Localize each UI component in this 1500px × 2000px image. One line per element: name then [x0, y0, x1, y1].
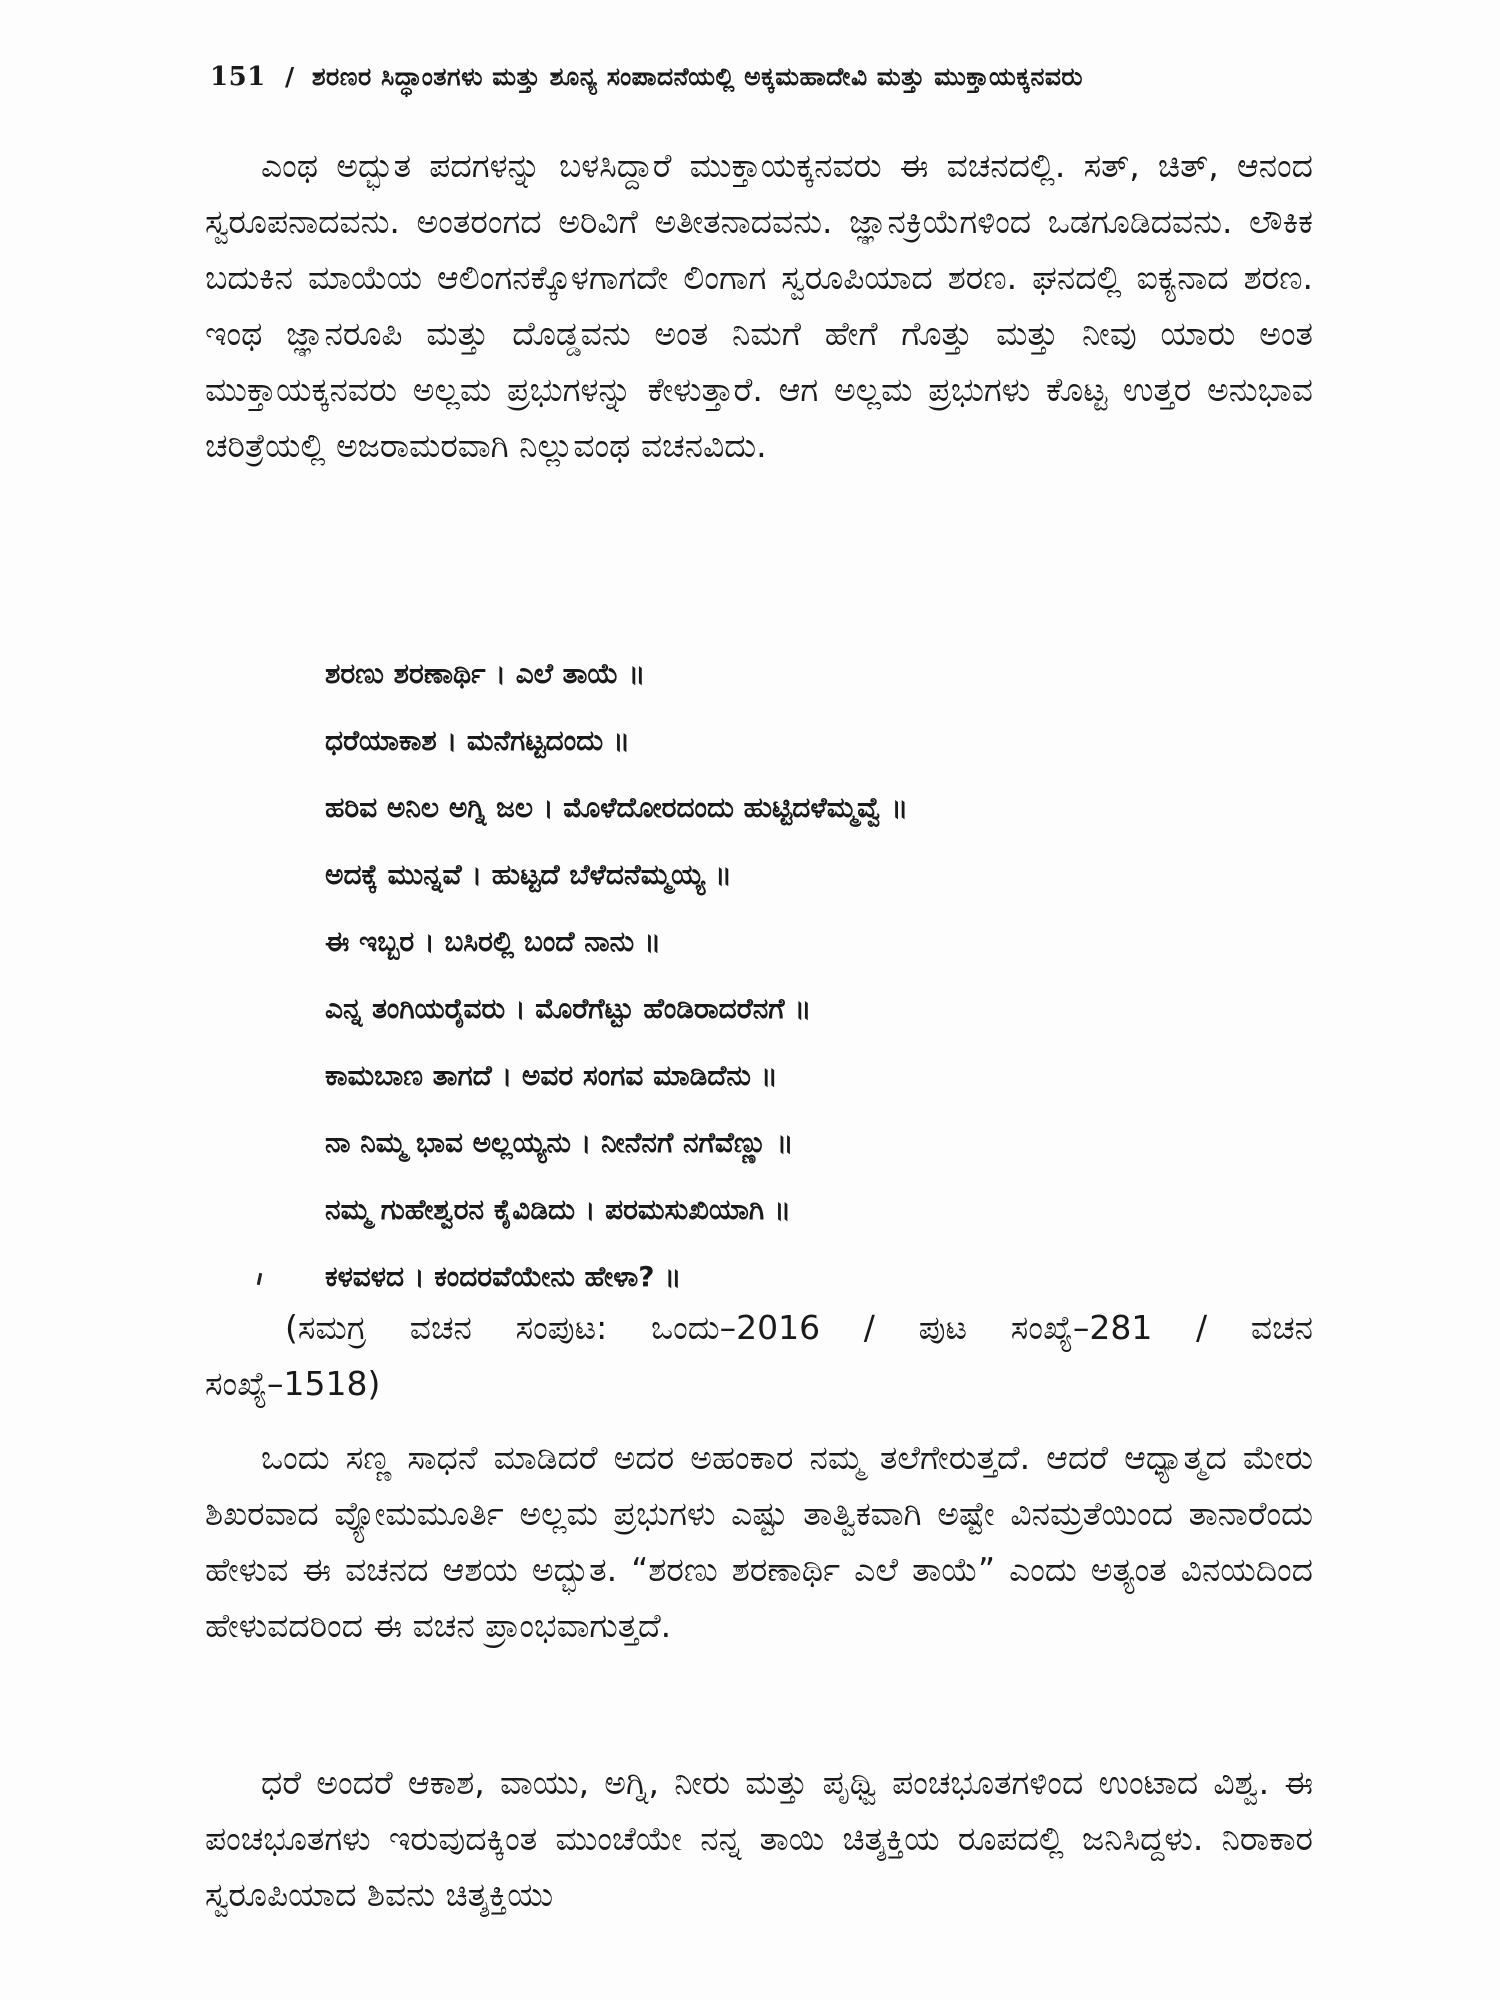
verse-line: ನಮ್ಮ ಗುಹೇಶ್ವರನ ಕೈವಿಡಿದು । ಪರಮಸುಖಿಯಾಗಿ ॥	[325, 1193, 791, 1226]
verse-line: ಧರೆಯಾಕಾಶ । ಮನೆಗಟ್ಟದಂದು ॥	[325, 724, 630, 757]
verse-line: ಕಾಮಬಾಣ ತಾಗದೆ । ಅವರ ಸಂಗವ ಮಾಡಿದೆನು ॥	[325, 1059, 778, 1092]
stray-mark	[257, 1273, 262, 1285]
verse-line: ಈ ಇಬ್ಬರ । ಬಸಿರಲ್ಲಿ ಬಂದೆ ನಾನು ॥	[325, 925, 661, 958]
verse-line: ಕಳವಳದ । ಕಂದರವೆಯೇನು ಹೇಳಾ? ॥	[325, 1260, 682, 1293]
vachana-verses	[325, 640, 1225, 1310]
verse-line: ಹರಿವ ಅನಿಲ ಅಗ್ನಿ ಜಲ । ಮೊಳೆದೋರದಂದು ಹುಟ್ಟಿದಳೆಮ್ಮವ್ವೆ ॥	[325, 791, 909, 824]
page-header	[210, 62, 1330, 92]
citation-line-2: ಸಂಖ್ಯೆ–1518)	[205, 1364, 381, 1403]
verse-line: ಶರಣು ಶರಣಾರ್ಥಿ । ಎಲೆ ತಾಯೆ ॥	[325, 657, 646, 690]
verse-line: ಎನ್ನ ತಂಗಿಯರೈವರು । ಮೊರೆಗೆಟ್ಟು ಹೆಂಡಿರಾದರೆನಗೆ ॥	[325, 992, 812, 1025]
verse-line: ನಾ ನಿಮ್ಮ ಭಾವ ಅಲ್ಲಯ್ಯನು । ನೀನೆನಗೆ ನಗೆವೆಣ್ಣು ॥	[325, 1126, 794, 1159]
header-separator: /	[285, 62, 295, 91]
paragraph-intro: ಎಂಥ ಅದ್ಭುತ ಪದಗಳನ್ನು ಬಳಸಿದ್ದಾರೆ ಮುಕ್ತಾಯಕ್ಕನವರು ಈ ವಚನದಲ್ಲಿ. ಸತ್, ಚಿತ್, ಆನಂದ ಸ್ವರೂಪನಾದವನು. ಅಂತರಂಗದ ಅರಿವಿಗೆ ಅತೀತನಾದವನು. ಜ್ಞಾನಕ್ರಿಯೆಗಳಿಂದ ಒಡಗೂಡಿದವನು. ಲೌಕಿಕ ಬದುಕಿನ ಮಾಯೆಯ ಆಲಿಂಗನಕ್ಕೊಳಗಾಗದೇ ಲಿಂಗಾಗ ಸ್ವರೂಪಿಯಾದ ಶರಣ. ಘನದಲ್ಲಿ ಐಕ್ಯನಾದ ಶರಣ. ಇಂಥ ಜ್ಞಾನರೂಪಿ ಮತ್ತು ದೊಡ್ಡವನು ಅಂತ ನಿಮಗೆ ಹೇಗೆ ಗೊತ್ತು ಮತ್ತು ನೀವು ಯಾರು ಅಂತ ಮುಕ್ತಾಯಕ್ಕನವರು ಅಲ್ಲಮ ಪ್ರಭುಗಳನ್ನು ಕೇಳುತ್ತಾರೆ. ಆಗ ಅಲ್ಲಮ ಪ್ರಭುಗಳು ಕೊಟ್ಟ ಉತ್ತರ ಅನುಭಾವ ಚರಿತ್ರೆಯಲ್ಲಿ ಅಜರಾಮರವಾಗಿ ನಿಲ್ಲುವಂಥ ವಚನವಿದು.	[205, 146, 1313, 465]
header-title: ಶರಣರ ಸಿದ್ಧಾಂತಗಳು ಮತ್ತು ಶೂನ್ಯ ಸಂಪಾದನೆಯಲ್ಲಿ ಅಕ್ಕಮಹಾದೇವಿ ಮತ್ತು ಮುಕ್ತಾಯಕ್ಕನವರು	[311, 62, 1084, 91]
page-number: 151	[210, 62, 266, 92]
paragraph-commentary: ಒಂದು ಸಣ್ಣ ಸಾಧನೆ ಮಾಡಿದರೆ ಅದರ ಅಹಂಕಾರ ನಮ್ಮ ತಲೆಗೇರುತ್ತದೆ. ಆದರೆ ಆಧ್ಯಾತ್ಮದ ಮೇರು ಶಿಖರವಾದ ವ್ಯೋಮಮೂರ್ತಿ ಅಲ್ಲಮ ಪ್ರಭುಗಳು ಎಷ್ಟು ತಾತ್ವಿಕವಾಗಿ ಅಷ್ಟೇ ವಿನಮ್ರತೆಯಿಂದ ತಾನಾರೆಂದು ಹೇಳುವ ಈ ವಚನದ ಆಶಯ ಅದ್ಭುತ. “ಶರಣು ಶರಣಾರ್ಥಿ ಎಲೆ ತಾಯೆ” ಎಂದು ಅತ್ಯಂತ ವಿನಯದಿಂದ ಹೇಳುವದರಿಂದ ಈ ವಚನ ಪ್ರಾಂಭವಾಗುತ್ತದೆ.	[205, 1438, 1313, 1645]
paragraph-elements: ಧರೆ ಅಂದರೆ ಆಕಾಶ, ವಾಯು, ಅಗ್ನಿ, ನೀರು ಮತ್ತು ಪೃಥ್ವಿ ಪಂಚಭೂತಗಳಿಂದ ಉಂಟಾದ ವಿಶ್ವ. ಈ ಪಂಚಭೂತಗಳು ಇರುವುದಕ್ಕಿಂತ ಮುಂಚೆಯೇ ನನ್ನ ತಾಯಿ ಚಿತ್ಶಕ್ತಿಯ ರೂಪದಲ್ಲಿ ಜನಿಸಿದ್ದಳು. ನಿರಾಕಾರ ಸ್ವರೂಪಿಯಾದ ಶಿವನು ಚಿತ್ಶಕ್ತಿಯು	[205, 1763, 1313, 1914]
citation-line-1: (ಸಮಗ್ರ ವಚನ ಸಂಪುಟ: ಒಂದು–2016 / ಪುಟ ಸಂಖ್ಯೆ–281 / ವಚನ	[285, 1308, 1313, 1347]
verse-line: ಅದಕ್ಕೆ ಮುನ್ನವೆ । ಹುಟ್ಟದೆ ಬೆಳೆದನೆಮ್ಮಯ್ಯ ॥	[325, 858, 732, 891]
